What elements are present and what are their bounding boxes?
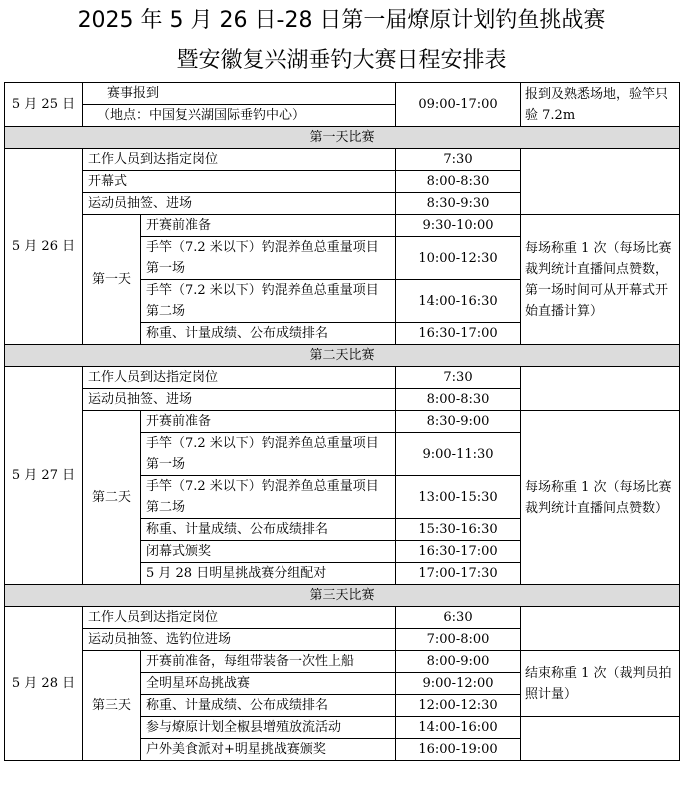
- event-cell: 手竿（7.2 米以下）钓混养鱼总重量项目第二场: [141, 280, 396, 323]
- time-cell: 16:00-19:00: [396, 739, 521, 761]
- time-cell: 6:30: [396, 607, 521, 629]
- event-cell: 全明星环岛挑战赛: [141, 673, 396, 695]
- empty-note-cell: [521, 717, 680, 761]
- event-cell: 参与燎原计划全椒县增殖放流活动: [141, 717, 396, 739]
- event-cell: 闭幕式颁奖: [141, 541, 396, 563]
- time-cell: 9:00-12:00: [396, 673, 521, 695]
- registration-row: [5, 83, 680, 105]
- empty-note-cell: [521, 607, 680, 651]
- event-cell: 开赛前准备: [141, 215, 396, 237]
- time-cell: 8:30-9:30: [396, 193, 521, 215]
- event-cell: 工作人员到达指定岗位: [83, 607, 396, 629]
- day-group-label: 第三天: [83, 651, 141, 761]
- time-cell: 7:30: [396, 149, 521, 171]
- day-group-label: 第一天: [83, 215, 141, 345]
- time-cell: 16:30-17:00: [396, 541, 521, 563]
- section-header-day1: [5, 127, 680, 149]
- event-cell: 开赛前准备，每组带装备一次性上船: [141, 651, 396, 673]
- event-cell: 称重、计量成绩、公布成绩排名: [141, 695, 396, 717]
- event-cell: 运动员抽签、选钓位进场: [83, 629, 396, 651]
- time-cell: 8:00-8:30: [396, 171, 521, 193]
- event-cell: 称重、计量成绩、公布成绩排名: [141, 519, 396, 541]
- event-cell: 5 月 28 日明星挑战赛分组配对: [141, 563, 396, 585]
- event-cell: 工作人员到达指定岗位: [83, 367, 396, 389]
- section-header-day3: [5, 585, 680, 607]
- time-cell: 8:00-8:30: [396, 389, 521, 411]
- time-cell: 8:30-9:00: [396, 411, 521, 433]
- table-row: [5, 367, 680, 389]
- time-cell: 12:00-12:30: [396, 695, 521, 717]
- section-title: 第一天比赛: [5, 127, 680, 149]
- day-note: 每场称重 1 次（每场比赛裁判统计直播间点赞数）: [521, 411, 680, 585]
- registration-note: 报到及熟悉场地，验竿只验 7.2m: [521, 83, 680, 127]
- time-cell: 10:00-12:30: [396, 237, 521, 280]
- section-header-day2: [5, 345, 680, 367]
- time-cell: 16:30-17:00: [396, 323, 521, 345]
- day-group-label: 第二天: [83, 411, 141, 585]
- day-note: 结束称重 1 次（裁判员拍照计量）: [521, 651, 680, 717]
- registration-date: 5 月 25 日: [5, 83, 83, 127]
- event-cell: 手竿（7.2 米以下）钓混养鱼总重量项目第一场: [141, 237, 396, 280]
- day-note: 每场称重 1 次（每场比赛裁判统计直播间点赞数，第一场时间可从开幕式开始直播计算）: [521, 215, 680, 345]
- page-title-line1: 2025 年 5 月 26 日-28 日第一届燎原计划钓鱼挑战赛: [77, 8, 606, 33]
- page-title-line2: 暨安徽复兴湖垂钓大赛日程安排表: [176, 48, 507, 73]
- section-title: 第二天比赛: [5, 345, 680, 367]
- table-row: [5, 149, 680, 171]
- schedule-table: [4, 82, 680, 761]
- time-cell: 17:00-17:30: [396, 563, 521, 585]
- registration-time: 09:00-17:00: [396, 83, 521, 127]
- time-cell: 7:00-8:00: [396, 629, 521, 651]
- time-cell: 15:30-16:30: [396, 519, 521, 541]
- empty-note-cell: [521, 367, 680, 411]
- time-cell: 9:00-11:30: [396, 433, 521, 476]
- time-cell: 13:00-15:30: [396, 476, 521, 519]
- table-row: [5, 651, 680, 673]
- event-cell: 称重、计量成绩、公布成绩排名: [141, 323, 396, 345]
- event-cell: 户外美食派对+明星挑战赛颁奖: [141, 739, 396, 761]
- event-cell: 运动员抽签、进场: [83, 389, 396, 411]
- event-cell: 手竿（7.2 米以下）钓混养鱼总重量项目第二场: [141, 476, 396, 519]
- empty-note-cell: [521, 149, 680, 215]
- day-date: 5 月 26 日: [5, 149, 83, 345]
- event-cell: 开赛前准备: [141, 411, 396, 433]
- table-row: [5, 215, 680, 237]
- event-cell: 手竿（7.2 米以下）钓混养鱼总重量项目第一场: [141, 433, 396, 476]
- time-cell: 14:00-16:00: [396, 717, 521, 739]
- event-cell: 工作人员到达指定岗位: [83, 149, 396, 171]
- registration-location: （地点：中国复兴湖国际垂钓中心）: [83, 105, 396, 127]
- registration-event: 赛事报到: [83, 83, 396, 105]
- event-cell: 运动员抽签、进场: [83, 193, 396, 215]
- time-cell: 9:30-10:00: [396, 215, 521, 237]
- event-cell: 开幕式: [83, 171, 396, 193]
- time-cell: 8:00-9:00: [396, 651, 521, 673]
- table-row: [5, 411, 680, 433]
- table-row: [5, 607, 680, 629]
- time-cell: 7:30: [396, 367, 521, 389]
- day-date: 5 月 27 日: [5, 367, 83, 585]
- time-cell: 14:00-16:30: [396, 280, 521, 323]
- day-date: 5 月 28 日: [5, 607, 83, 761]
- section-title: 第三天比赛: [5, 585, 680, 607]
